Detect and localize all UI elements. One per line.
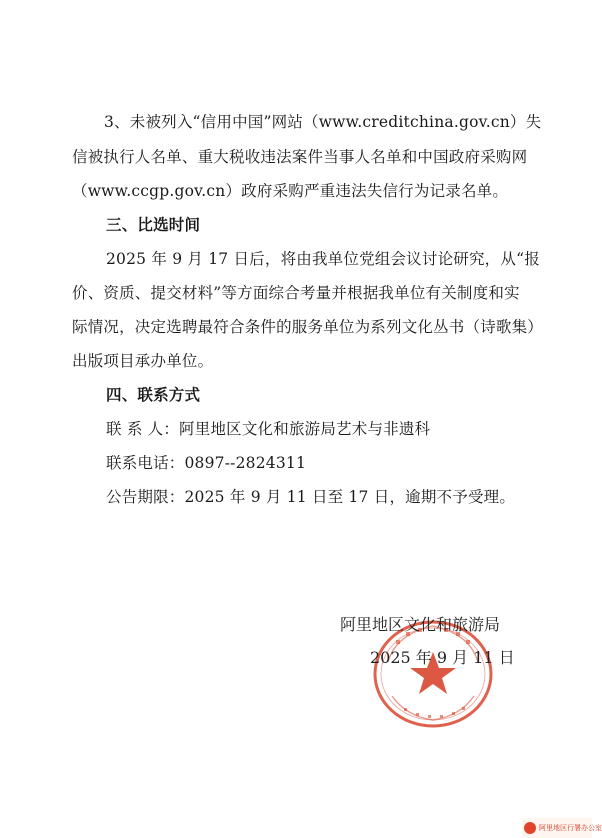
emblem-icon <box>524 822 536 834</box>
item3-line2: 信被执行人名单、重大税收违法案件当事人名单和中国政府采购网 <box>72 148 528 166</box>
section3-line3: 际情况，决定选聘最符合条件的服务单位为系列文化丛书（诗歌集） <box>72 318 544 336</box>
item3-line1: 3、未被列入“信用中国”网站（www.creditchina.gov.cn）失 <box>104 113 542 131</box>
notice-period: 公告期限：2025 年 9 月 11 日至 17 日，逾期不予受理。 <box>106 488 516 506</box>
footer-label: 阿里地区行署办公室 <box>539 824 602 832</box>
signature-date: 2025 年 9 月 11 日 <box>370 648 515 667</box>
section3-line4: 出版项目承办单位。 <box>72 352 214 370</box>
section3-line2: 价、资质、提交材料”等方面综合考量并根据我单位有关制度和实 <box>72 284 520 302</box>
footer-watermark <box>522 818 602 838</box>
contact-phone: 联系电话：0897--2824311 <box>106 454 307 472</box>
contact-person: 联 系 人：阿里地区文化和旅游局艺术与非遗科 <box>106 420 431 438</box>
section4-heading: 四、联系方式 <box>106 386 201 404</box>
signature-org: 阿里地区文化和旅游局 <box>340 615 501 634</box>
section3-heading: 三、比选时间 <box>106 216 201 234</box>
item3-line3: （www.ccgp.gov.cn）政府采购严重违法失信行为记录名单。 <box>72 182 509 200</box>
section3-line1: 2025 年 9 月 17 日后，将由我单位党组会议讨论研究，从“报 <box>106 250 540 268</box>
